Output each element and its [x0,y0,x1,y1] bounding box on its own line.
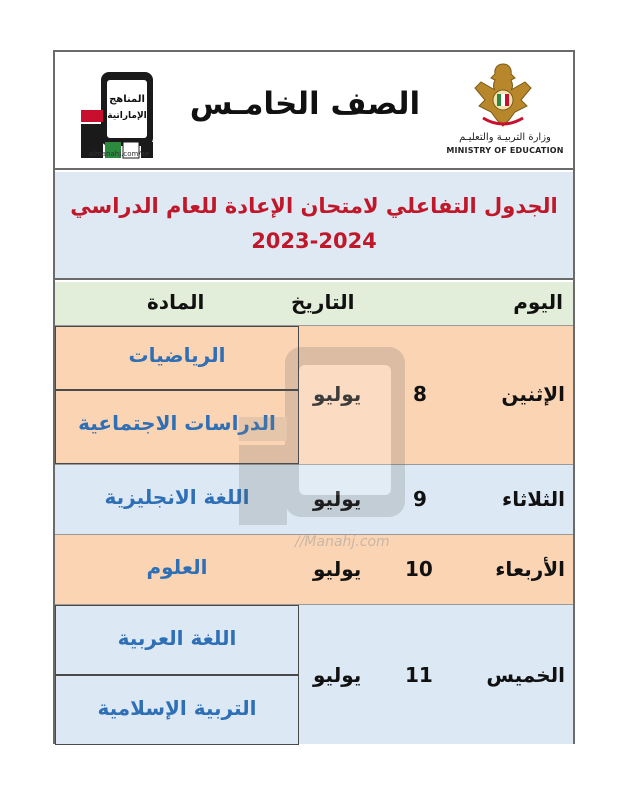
manahej-url: almanahj.com/ae [88,150,150,158]
exam-day-number: 9 [413,487,427,511]
table-header-row [55,282,573,326]
exam-weekday: الإثنين [501,382,565,406]
svg-text:المناهج: المناهج [109,94,145,105]
schedule-document [53,50,575,744]
exam-day-number: 11 [405,663,433,687]
subject-cell [55,675,299,745]
subject-name: العلوم [146,555,208,579]
subject-name: الدراسات الاجتماعية [78,411,276,435]
uae-eagle-emblem-icon [471,60,535,130]
ministry-name-arabic: وزارة التربيـة والتعليـم [459,132,551,143]
exam-day-number: 8 [413,382,427,406]
table-row-thursday [55,604,573,744]
document-header [55,52,573,170]
column-header-day: اليوم [513,290,563,314]
schedule-subtitle [55,172,573,280]
grade-title: الصف الخامـس [189,86,421,122]
subject-cell [55,605,299,675]
subject-name: الرياضيات [128,343,226,367]
column-header-subject: المادة [147,290,205,314]
exam-weekday: الخميس [486,663,565,687]
svg-text:الإماراتية: الإماراتية [107,111,147,121]
exam-month: يوليو [313,382,362,406]
subject-name: التربية الإسلامية [97,696,257,720]
exam-month: يوليو [313,557,362,581]
table-row-monday [55,326,573,464]
subject-name: اللغة الانجليزية [104,485,250,509]
table-row-tuesday [55,464,573,534]
subtitle-line-1: الجدول التفاعلي لامتحان الإعادة للعام الدراسي [70,194,558,218]
exam-month: يوليو [313,487,362,511]
exam-weekday: الثلاثاء [502,487,565,511]
exam-month: يوليو [313,663,362,687]
subject-cell [55,326,299,390]
watermark-text: //Manahj.com [295,534,390,550]
subtitle-academic-year: 2023-2024 [251,229,377,253]
subject-cell [55,390,299,464]
exam-day-number: 10 [405,557,433,581]
subject-name: اللغة العربية [117,626,237,650]
manahej-logo-icon [77,70,159,160]
ministry-name-english: MINISTRY OF EDUCATION [446,146,564,155]
column-header-date: التاريخ [291,290,355,314]
exam-weekday: الأربعاء [495,557,565,581]
